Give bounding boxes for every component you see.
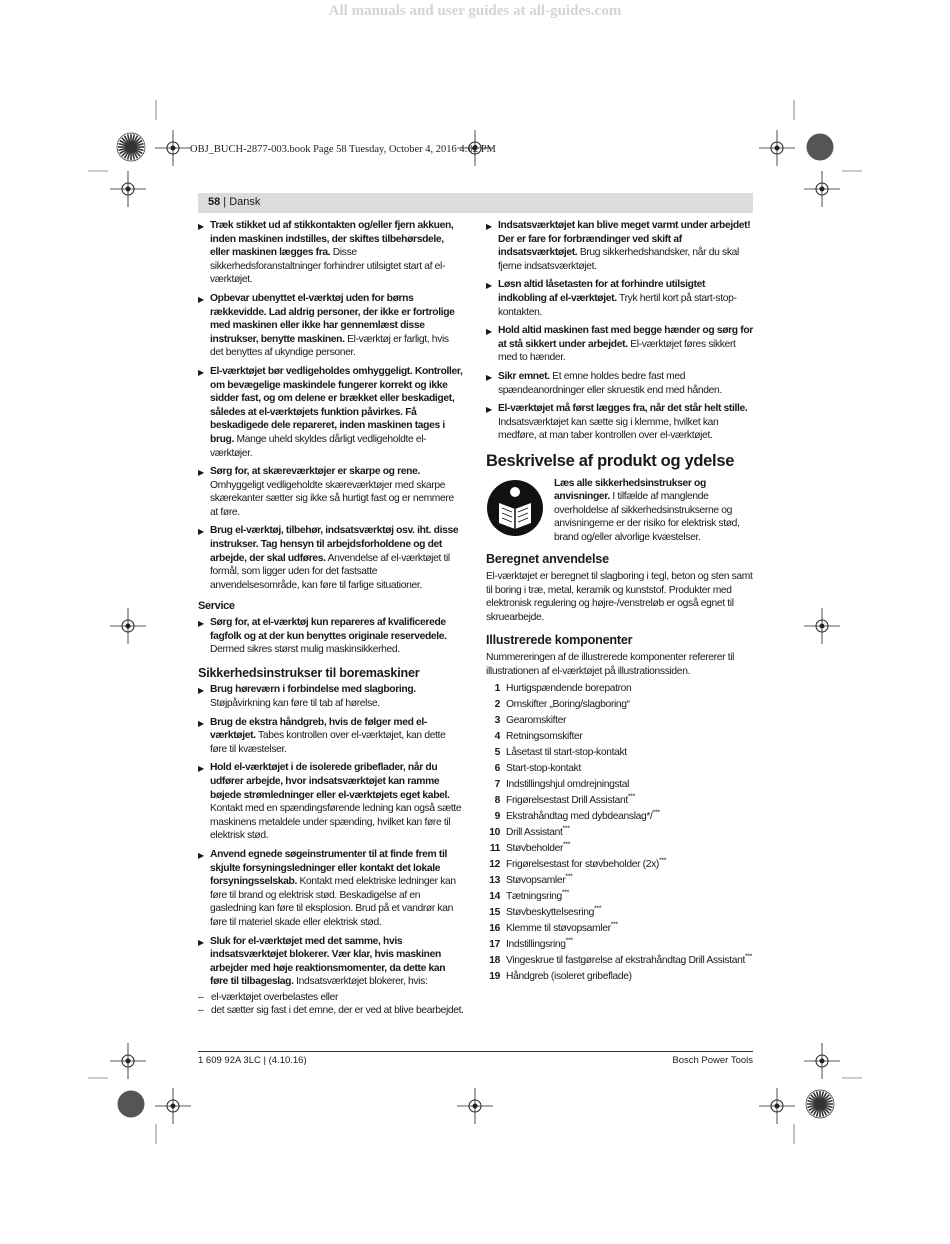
component-item <box>486 714 754 728</box>
safety-item <box>198 524 464 592</box>
component-label: Støvbeholder <box>506 843 564 855</box>
component-item <box>486 890 754 904</box>
component-item <box>486 954 754 968</box>
triangle-bullet-icon: ▶ <box>198 294 204 304</box>
safety-item-bold: Hold altid maskinen fast med begge hænder og sørg for at stå sikkert under arbejdet. <box>498 325 753 350</box>
safety-item-text: Mange uheld skyldes dårligt vedligeholdte el-værktøjer. <box>210 433 427 459</box>
components-intro: Nummereringen af de illustrerede komponenter refererer til illustrationen af el-værktøjet på illustrationssiden. <box>486 652 735 677</box>
safety-item <box>198 219 464 287</box>
safety-item <box>486 278 754 319</box>
triangle-bullet-icon: ▶ <box>198 527 204 537</box>
component-number: 14 <box>489 891 500 903</box>
component-footnote-mark: *** <box>659 857 667 865</box>
blocking-condition-item <box>198 991 464 1005</box>
component-footnote-mark: *** <box>745 953 753 961</box>
triangle-bullet-icon: ▶ <box>486 405 492 415</box>
component-number: 8 <box>494 795 500 807</box>
component-label: Klemme til støvopsamler <box>506 922 611 934</box>
triangle-bullet-icon: ▶ <box>198 937 204 947</box>
triangle-bullet-icon: ▶ <box>198 619 204 629</box>
safety-item <box>198 292 464 360</box>
warning-bold: Læs alle sikkerhedsinstrukser og anvisninger. <box>554 477 706 503</box>
component-number: 15 <box>489 907 500 918</box>
drill-safety-item <box>198 761 464 843</box>
drill-safety-item <box>198 683 464 710</box>
header-language: Dansk <box>229 196 261 208</box>
safety-item-text: Brug sikkerhedshandsker, når du skal fjerne indsatsværktøjet. <box>498 247 739 272</box>
blocking-condition-item <box>198 1004 464 1018</box>
component-item <box>486 698 754 712</box>
safety-item <box>198 365 464 460</box>
component-item <box>486 874 754 888</box>
left-safety-list <box>198 219 464 592</box>
component-label: Støvbeskyttelsesring <box>506 907 594 918</box>
component-number: 5 <box>494 747 500 759</box>
read-instructions-warning <box>486 477 754 545</box>
component-item <box>486 906 754 920</box>
safety-item-bold: Sørg for, at skæreværktøjer er skarpe og rene. <box>210 466 420 478</box>
triangle-bullet-icon: ▶ <box>198 367 204 377</box>
component-label: Retningsomskifter <box>506 731 583 743</box>
triangle-bullet-icon: ▶ <box>198 764 204 774</box>
safety-item-text: Et emne holdes bedre fast med spændeanordninger eller skruestik end med hånden. <box>498 370 722 396</box>
drill-safety-item-text: Støjpåvirkning kan føre til tab af hørelse. <box>210 698 380 709</box>
service-item <box>198 616 464 657</box>
components-heading: Illustrerede komponenter <box>486 633 633 648</box>
warning-text: I tilfælde af manglende overholdelse af sikkerhedsinstrukserne og anvisningerne er der risiko for elektrisk stød, brand og/eller alvorlige kvæstelser. <box>554 491 740 543</box>
component-number: 1 <box>494 683 500 695</box>
drill-safety-heading: Sikkerhedsinstrukser til boremaskiner <box>198 665 420 680</box>
page-header <box>198 193 753 213</box>
left-column <box>198 219 464 1018</box>
component-label: Drill Assistant <box>506 827 563 839</box>
safety-item <box>486 324 754 365</box>
component-number: 6 <box>494 763 500 775</box>
service-list <box>198 616 464 657</box>
triangle-bullet-icon: ▶ <box>486 327 492 337</box>
safety-item-text: Indsatsværktøjet kan sætte sig i klemme, hvilket kan medføre, at man taber kontrollen over el-værktøjet. <box>498 416 719 442</box>
component-number: 7 <box>494 779 500 791</box>
safety-item-bold: Indsatsværktøjet kan blive meget varmt under arbejdet! Der er fare for forbrændinger ved skift af indsatsværktøjet. <box>498 220 751 259</box>
safety-item-bold: Løsn altid låsetasten for at forhindre utilsigtet indkobling af el-værktøjet. <box>498 279 706 304</box>
blocking-condition-text: det sætter sig fast i det emne, der er ved at blive bearbejdet. <box>211 1005 464 1017</box>
component-number: 4 <box>494 731 500 743</box>
triangle-bullet-icon: ▶ <box>486 372 492 382</box>
component-number: 9 <box>494 811 500 823</box>
component-item <box>486 794 754 808</box>
triangle-bullet-icon: ▶ <box>198 718 204 728</box>
intended-use-heading: Beregnet anvendelse <box>486 552 609 567</box>
page-number: 58 <box>208 196 221 208</box>
component-item <box>486 682 754 696</box>
component-number: 19 <box>489 970 500 982</box>
intended-use-text: El-værktøjet er beregnet til slagboring i tegl, beton og sten samt til boring i træ, metal, keramik og kunststof. Produkter med elektronisk regulering og højre-/venstreløb er også egnet til skruearbejde. <box>486 571 753 623</box>
component-number: 11 <box>489 843 500 855</box>
component-label: Støvopsamler <box>506 875 566 887</box>
safety-item-text: Tryk hertil kort på start-stop-kontakten. <box>498 292 737 318</box>
safety-item-bold: El-værktøjet bør vedligeholdes omhyggeligt. Kontroller, om bevægelige maskindele fungerer korrekt og ikke sidder fast, og om delene er brækket eller beskadiget, således at el-værktøjets funktion påvirkes. Få beskadigede dele repareret, inden maskinen tages i brug. <box>210 365 463 445</box>
safety-item-text: Anvendelse af el-værktøjet til formål, som ligger uden for det fastsatte anvendelsesområde, kan føre til farlige situationer. <box>210 552 450 591</box>
component-item <box>486 842 754 856</box>
component-footnote-mark: *** <box>565 873 573 881</box>
triangle-bullet-icon: ▶ <box>486 281 492 291</box>
blocking-conditions-list <box>198 991 464 1018</box>
component-footnote-mark: *** <box>565 937 573 945</box>
drill-safety-item-bold: Anvend egnede søgeinstrumenter til at finde frem til skjulte forsyningsledninger eller kontakt det lokale forsyningsselskab. <box>210 848 447 888</box>
component-number: 16 <box>489 922 500 934</box>
safety-item <box>486 402 754 443</box>
component-item <box>486 922 754 936</box>
component-label: Start-stop-kontakt <box>506 763 581 775</box>
component-item <box>486 762 754 776</box>
safety-item <box>486 370 754 397</box>
service-heading: Service <box>198 600 235 613</box>
safety-item-bold: Træk stikket ud af stikkontakten og/eller fjern akkuen, inden maskinen indstilles, der skiftes tilbehørsdele, eller maskinen lægges fra. <box>210 220 454 259</box>
component-item <box>486 778 754 792</box>
component-item <box>486 826 754 840</box>
drill-safety-item-bold: Sluk for el-værktøjet med det samme, hvis indsatsværktøjet blokerer. Vær klar, hvis maskinen arbejder med høje reaktionsmomenter, da dette kan føre til tilbageslag. <box>210 935 446 988</box>
read-manual-icon <box>486 479 544 537</box>
footer-doc-number: 1 609 92A 3LC | (4.10.16) <box>198 1055 307 1066</box>
component-number: 12 <box>489 859 500 871</box>
drill-safety-item-text: Indsatsværktøjet blokerer, hvis: <box>293 976 428 988</box>
triangle-bullet-icon: ▶ <box>198 686 204 696</box>
safety-item-bold: Sikr emnet. <box>498 370 550 382</box>
component-item <box>486 746 754 760</box>
component-label: Omskifter „Boring/slagboring“ <box>506 699 630 711</box>
component-footnote-mark: *** <box>594 905 602 913</box>
component-footnote-mark: *** <box>627 793 636 801</box>
component-number: 13 <box>489 875 500 887</box>
component-label: Tætningsring <box>506 891 562 903</box>
safety-item-text: Disse sikkerhedsforanstaltninger forhindrer utilsigtet start af el-værktøjet. <box>210 247 446 286</box>
service-item-bold: Sørg for, at el-værktøj kun repareres af kvalificerede fagfolk og at der kun benyttes originale reservedele. <box>210 617 447 642</box>
component-number: 2 <box>494 699 500 711</box>
safety-item-bold: Brug el-værktøj, tilbehør, indsatsværktøj osv. iht. disse instrukser. Tag hensyn til arbejdsforholdene og det arbejde, der skal udføres. <box>210 525 459 564</box>
blocking-condition-text: el-værktøjet overbelastes eller <box>211 991 339 1003</box>
component-label: Frigørelsestast for støvbeholder (2x) <box>506 859 659 871</box>
safety-item-text: El-værktøjet føres sikkert med to hænder. <box>498 338 736 364</box>
component-number: 18 <box>489 954 500 966</box>
book-info-line: OBJ_BUCH-2877-003.book Page 58 Tuesday, October 4, 2016 4:02 PM <box>190 144 496 155</box>
safety-item-text: El-værktøj er farligt, hvis det benyttes af ukyndige personer. <box>210 333 449 359</box>
footer-rule <box>198 1051 753 1052</box>
component-footnote-mark: *** <box>561 889 570 897</box>
drill-safety-item <box>198 848 464 930</box>
watermark: All manuals and user guides at all-guides.com <box>328 3 622 19</box>
component-label: Vingeskrue til fastgørelse af ekstrahåndtag Drill Assistant <box>506 954 745 966</box>
component-label: Håndgreb (isoleret gribeflade) <box>506 970 632 982</box>
component-number: 17 <box>489 938 500 950</box>
component-label: Ekstrahåndtag med dybdeanslag*/ <box>506 811 653 823</box>
triangle-bullet-icon: ▶ <box>198 222 204 231</box>
drill-safety-item <box>198 716 464 757</box>
component-label: Låsetast til start-stop-kontakt <box>506 747 627 759</box>
right-safety-list <box>486 219 754 443</box>
component-item <box>486 938 754 952</box>
component-item <box>486 858 754 872</box>
service-item-text: Dermed sikres størst mulig maskinsikkerhed. <box>210 644 400 656</box>
safety-item-bold: El-værktøjet må først lægges fra, når det står helt stille. <box>498 403 748 415</box>
drill-safety-item-bold: Brug høreværn i forbindelse med slagboring. <box>210 684 416 696</box>
triangle-bullet-icon: ▶ <box>198 468 204 478</box>
drill-safety-item-bold: Hold el-værktøjet i de isolerede gribeflader, når du udfører arbejde, hvor indsatsværktøjet kan ramme bøjede strømledninger eller el-værktøjets eget kabel. <box>210 762 450 801</box>
component-label: Indstillingsring <box>506 938 566 950</box>
drill-safety-item-text: Tabes kontrollen over el-værktøjet, kan dette føre til kvæstelser. <box>210 730 446 755</box>
component-item <box>486 730 754 744</box>
triangle-bullet-icon: ▶ <box>486 222 492 231</box>
drill-safety-item-text: Kontakt med en spændingsførende ledning kan også sætte maskinens metaldele under spænding, hvilket kan føre til elektrisk stød. <box>210 803 462 842</box>
component-footnote-mark: *** <box>563 841 571 849</box>
component-item <box>486 970 754 984</box>
components-list <box>486 682 754 983</box>
footer-brand: Bosch Power Tools <box>672 1055 753 1066</box>
component-footnote-mark: *** <box>562 825 570 833</box>
component-number: 3 <box>494 715 500 727</box>
component-footnote-mark: *** <box>610 921 618 929</box>
safety-item <box>486 219 754 273</box>
component-label: Frigørelsestast Drill Assistant <box>506 795 628 807</box>
dash-bullet: – <box>198 1005 204 1017</box>
header-separator: | <box>220 196 230 208</box>
triangle-bullet-icon: ▶ <box>198 850 204 860</box>
dash-bullet: – <box>198 991 204 1003</box>
drill-safety-list <box>198 683 464 988</box>
component-label: Indstillingshjul omdrejningstal <box>506 779 630 791</box>
drill-safety-item-text: Kontakt med elektriske ledninger kan føre til brand og elektrisk stød. Beskadigelse af en gasledning kan føre til eksplosion. Brud på et vandrør kan føre til materiel skade eller elektrisk stød. <box>210 876 456 928</box>
component-label: Gearomskifter <box>506 715 567 727</box>
product-description-heading: Beskrivelse af produkt og ydelse <box>486 451 735 470</box>
drill-safety-item <box>198 935 464 989</box>
component-footnote-mark: *** <box>652 809 660 817</box>
drill-safety-item-bold: Brug de ekstra håndgreb, hvis de følger med el-værktøjet. <box>210 716 428 742</box>
safety-item <box>198 465 464 519</box>
component-label: Hurtigspændende borepatron <box>506 683 632 695</box>
component-number: 10 <box>489 827 500 839</box>
safety-item-bold: Opbevar ubenyttet el-værktøj uden for børns rækkevidde. Lad aldrig personer, der ikke er fortrolige med maskinen eller ikke har gennemlæst disse instrukser, benytte maskinen. <box>210 292 455 345</box>
component-item <box>486 810 754 824</box>
safety-item-text: Omhyggeligt vedligeholdte skæreværktøjer med skarpe skærekanter sætter sig ikke så hurtigt fast og er nemmere at føre. <box>210 479 454 518</box>
right-column <box>486 219 754 986</box>
